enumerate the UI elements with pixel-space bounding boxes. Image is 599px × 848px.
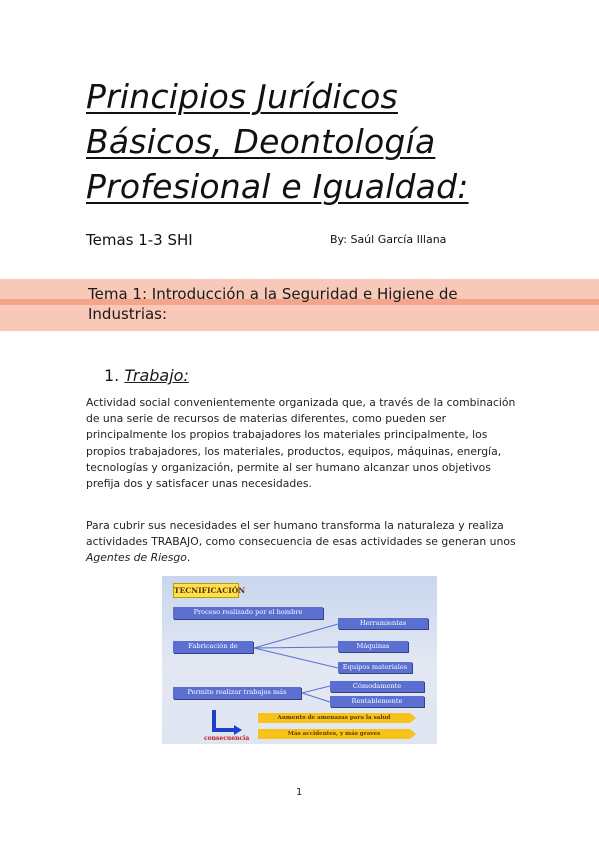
title-line-2: Básicos, Deontología: [86, 122, 436, 161]
diagram-fabricacion: Fabricación de: [173, 641, 253, 653]
document-title: [86, 74, 556, 209]
diagram-header: TECNIFICACIÓN: [173, 583, 239, 598]
diagram-rentablemente: Rentablemente: [330, 696, 424, 707]
page-number: 1: [296, 787, 303, 798]
paragraph-necesidades: [86, 518, 516, 567]
diagram-amenazas-arrow: Aumento de amenazas para la salud: [258, 713, 410, 723]
diagram-herramientas: Herramientas: [338, 618, 428, 629]
agentes-de-riesgo-term: Agentes de Riesgo: [86, 551, 187, 565]
heading-text: Trabajo:: [124, 366, 189, 385]
diagram-accidentes-arrow: Más accidentes, y más graves: [258, 729, 410, 739]
title-line-1: Principios Jurídicos: [86, 77, 398, 116]
section-title: Tema 1: Introducción a la Seguridad e Higiene de Industrias:: [88, 285, 458, 323]
diagram-equipos: Equipos materiales: [338, 662, 412, 673]
paragraph-necesidades-text: Para cubrir sus necesidades el ser humano transforma la naturaleza y realiza actividades TRABAJO, como consecuencia de esas actividades se generan unos: [86, 519, 516, 549]
author-line: By: Saúl García Illana: [330, 233, 447, 246]
heading-trabajo: [104, 366, 189, 385]
title-line-3: Profesional e Igualdad:: [86, 167, 469, 206]
tecnificacion-diagram: [162, 576, 437, 744]
diagram-permite: Permite realizar trabajos más: [173, 687, 301, 699]
document-subtitle: Temas 1-3 SHI: [86, 231, 193, 249]
diagram-consecuencia-label: consecuencia: [204, 735, 250, 742]
paragraph-trabajo-definition: Actividad social convenientemente organizada que, a través de la combinación de una serie de recursos de materias diferentes, como pueden ser principalmente los propios trabajadores los materiales principalmente, los propios trabajadores, los materiales, productos, equipos, máquinas, energía, tecnologías y organización, permite al ser humano alcanzar unos objetivos prefija dos y satisfacer unas necesidades.: [86, 396, 516, 491]
paragraph-end: .: [186, 551, 191, 565]
diagram-proceso: Proceso realizado por el hombre: [173, 607, 323, 619]
heading-number: 1.: [104, 366, 120, 385]
diagram-maquinas: Máquinas: [338, 641, 408, 652]
diagram-comodamente: Cómodamente: [330, 681, 424, 692]
